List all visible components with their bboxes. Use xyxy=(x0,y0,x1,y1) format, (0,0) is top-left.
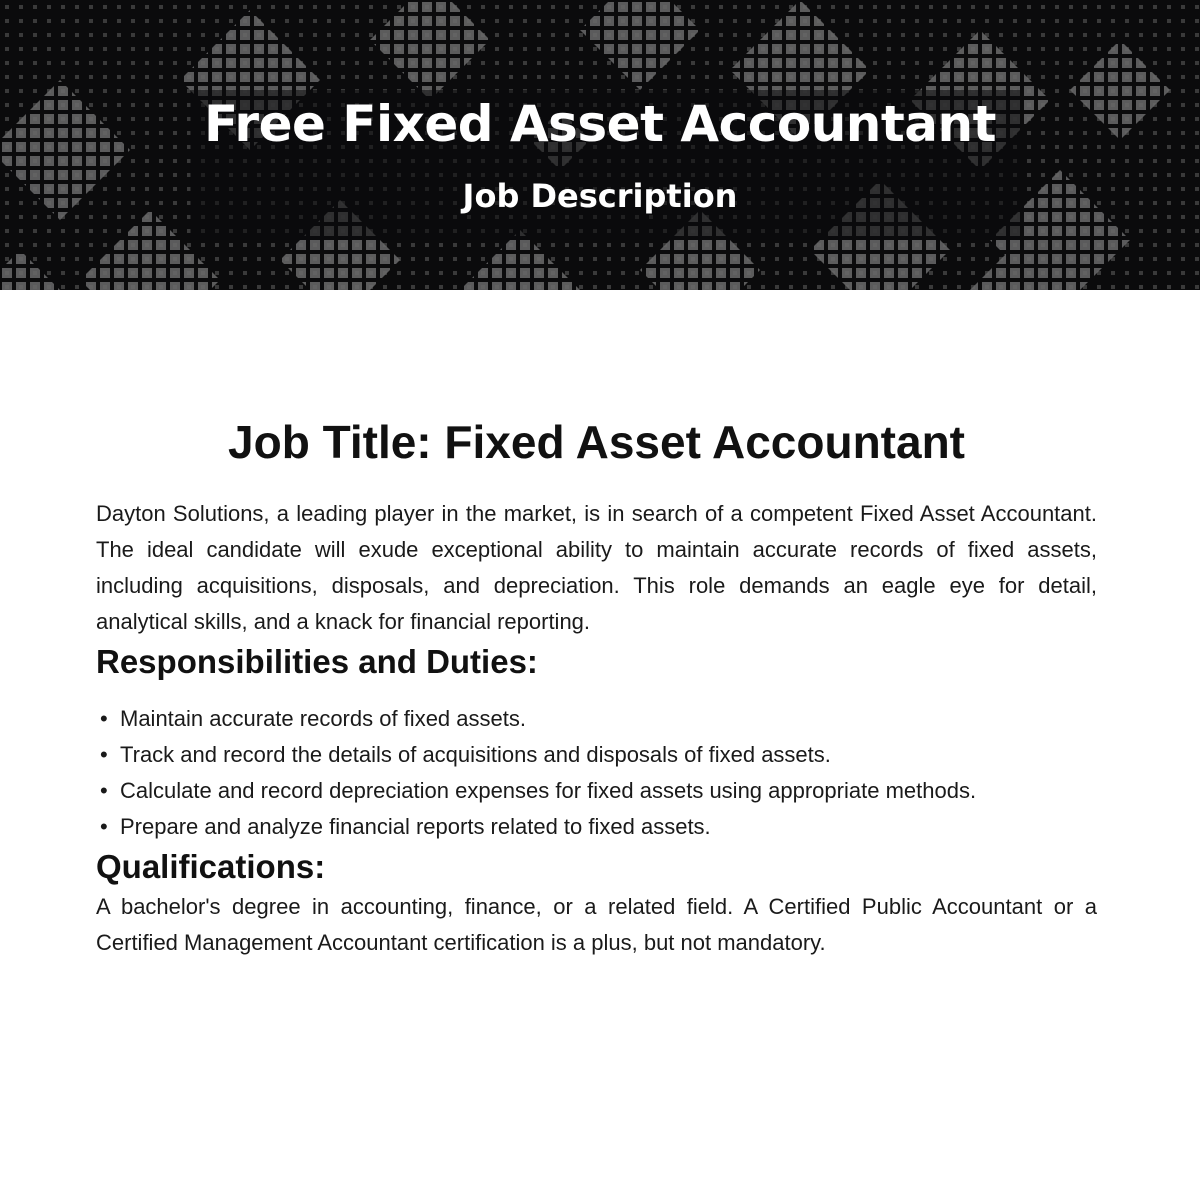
bullet-icon: • xyxy=(100,706,108,731)
document-body xyxy=(96,410,1097,961)
qualifications-paragraph: A bachelor's degree in accounting, finance, or a related field. A Certified Public Accountant or a Certified Management Accountant certification is a plus, but not mandatory. xyxy=(96,894,1097,955)
responsibilities-heading: Responsibilities and Duties: xyxy=(96,643,538,680)
list-item xyxy=(96,809,1072,845)
list-item-text: Maintain accurate records of fixed assets. xyxy=(120,706,526,731)
list-item xyxy=(96,701,1072,737)
intro-paragraph: Dayton Solutions, a leading player in the market, is in search of a competent Fixed Asset Accountant. The ideal candidate will exude exceptional ability to maintain accurate records of fixed assets, including acquisitions, disposals, and depreciation. This role demands an eagle eye for detail, analytical skills, and a knack for financial reporting. xyxy=(96,501,1097,634)
bullet-icon: • xyxy=(100,814,108,839)
list-item-text: Calculate and record depreciation expenses for fixed assets using appropriate methods. xyxy=(120,778,977,803)
job-title-heading: Job Title: Fixed Asset Accountant xyxy=(228,416,965,468)
list-item-text: Track and record the details of acquisitions and disposals of fixed assets. xyxy=(120,742,831,767)
list-item xyxy=(96,737,1072,773)
bullet-icon: • xyxy=(100,778,108,803)
list-item xyxy=(96,773,1072,809)
list-item-text: Prepare and analyze financial reports related to fixed assets. xyxy=(120,814,711,839)
qualifications-heading: Qualifications: xyxy=(96,848,326,885)
banner-title: Free Fixed Asset Accountant xyxy=(203,95,997,153)
banner-subtitle: Job Description xyxy=(462,177,738,215)
bullet-icon: • xyxy=(100,742,108,767)
header-banner xyxy=(0,0,1200,290)
responsibilities-list xyxy=(96,701,1072,845)
